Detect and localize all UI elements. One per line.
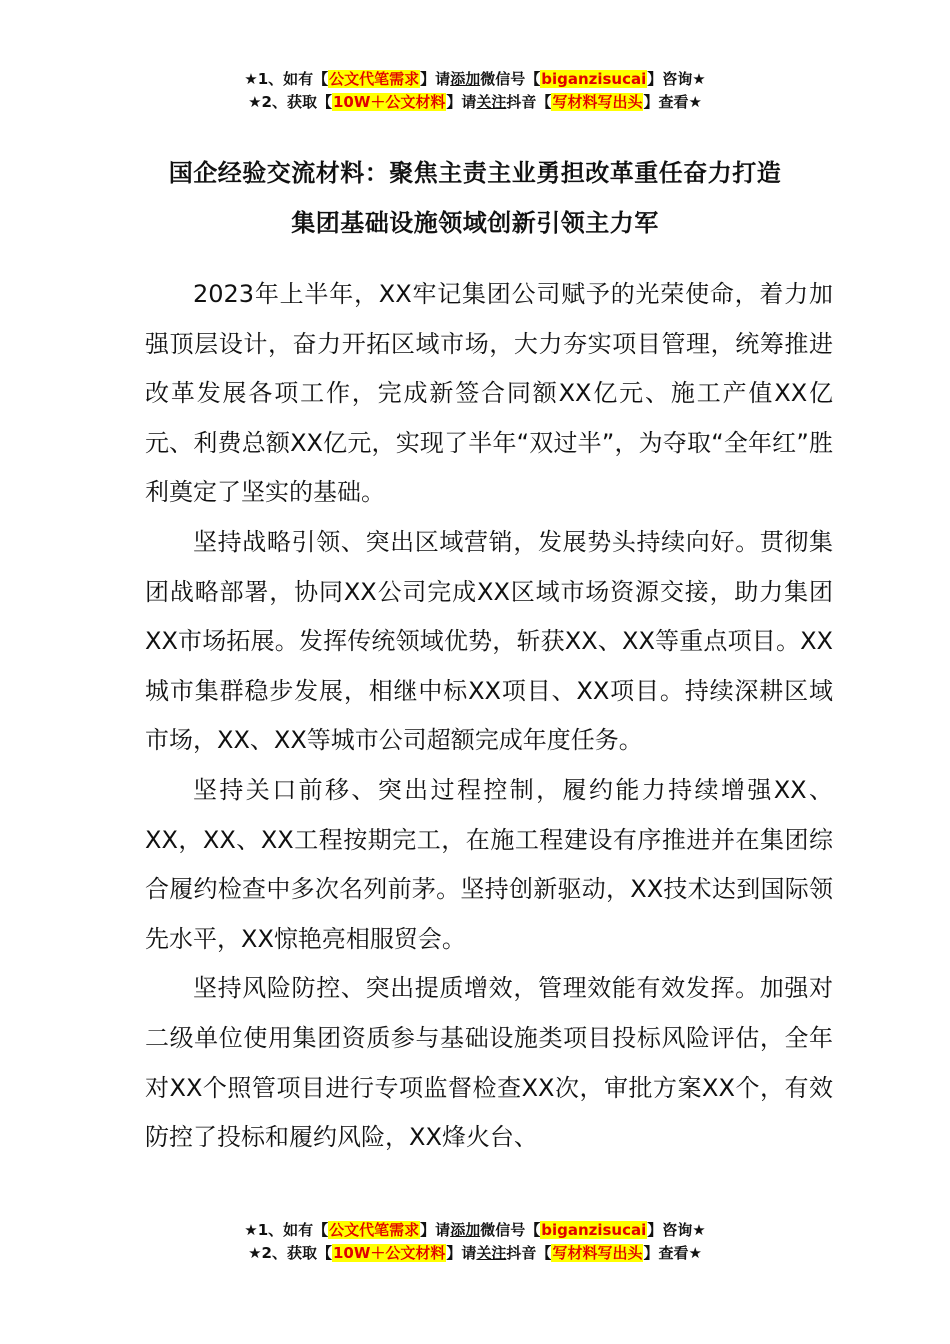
banner-text: ★1、如有【 [244, 70, 329, 88]
header-banner [0, 68, 950, 114]
banner-highlight-materials: 10W＋公文材料 [332, 93, 446, 111]
banner-highlight-service: 公文代笔需求 [329, 1221, 420, 1239]
paragraph-control: 坚持关口前移、突出过程控制，履约能力持续增强XX、XX，XX、XX工程按期完工，在施工程建设有序推进并在集团综合履约检查中多次名列前茅。坚持创新驱动，XX技术达到国际领先水平，XX惊艳亮相服贸会。 [145, 775, 833, 953]
banner-text: 】请 [420, 1221, 451, 1239]
banner-underline-text: 添加 [450, 1221, 481, 1239]
banner-text: 】请 [446, 93, 477, 111]
banner-text: 】请 [420, 70, 451, 88]
banner-text: 】咨询★ [647, 1221, 706, 1239]
paragraph-risk: 坚持风险防控、突出提质增效，管理效能有效发挥。加强对二级单位使用集团资质参与基础设施类项目投标风险评估，全年对XX个照管项目进行专项监督检查XX次，审批方案XX个，有效防控了投标和履约风险，XX烽火台、 [145, 974, 833, 1152]
banner-highlight-wechat-id: biganzisucai [541, 70, 647, 88]
banner-highlight-service: 公文代笔需求 [329, 70, 420, 88]
banner-highlight-materials: 10W＋公文材料 [332, 1244, 446, 1262]
banner-highlight-wechat-id: biganzisucai [541, 1221, 647, 1239]
banner-text: ★2、获取【 [248, 93, 332, 111]
banner-line-1 [0, 1219, 950, 1242]
banner-underline-text: 添加 [450, 70, 481, 88]
banner-text: 】查看★ [643, 93, 702, 111]
banner-line-2 [0, 1242, 950, 1265]
banner-underline-text: 关注 [476, 93, 507, 111]
banner-text: 】请 [446, 1244, 477, 1262]
paragraph-strategy: 坚持战略引领、突出区域营销，发展势头持续向好。贯彻集团战略部署，协同XX公司完成XX区域市场资源交接，助力集团XX市场拓展。发挥传统领域优势，斩获XX、XX等重点项目。XX城市集群稳步发展，相继中标XX项目、XX项目。持续深耕区域市场，XX、XX等城市公司超额完成年度任务。 [145, 527, 833, 755]
banner-text: 】咨询★ [647, 70, 706, 88]
banner-underline-text: 关注 [476, 1244, 507, 1262]
banner-text: 微信号【 [480, 70, 541, 88]
banner-text: ★1、如有【 [244, 1221, 329, 1239]
banner-text: 微信号【 [480, 1221, 541, 1239]
title-line-1: 国企经验交流材料：聚焦主责主业勇担改革重任奋力打造 [168, 159, 782, 187]
footer-banner [0, 1219, 950, 1265]
banner-line-1 [0, 68, 950, 91]
document-body [145, 270, 833, 1163]
banner-text: 】查看★ [643, 1244, 702, 1262]
banner-line-2 [0, 91, 950, 114]
banner-highlight-douyin: 写材料写出头 [552, 93, 643, 111]
title-line-2: 集团基础设施领域创新引领主力军 [291, 209, 659, 237]
banner-highlight-douyin: 写材料写出头 [552, 1244, 643, 1262]
banner-text: 抖音【 [506, 93, 552, 111]
banner-text: 抖音【 [506, 1244, 552, 1262]
document-title [0, 148, 950, 248]
banner-text: ★2、获取【 [248, 1244, 332, 1262]
paragraph-intro: 2023年上半年，XX牢记集团公司赋予的光荣使命，着力加强顶层设计，奋力开拓区域市场，大力夯实项目管理，统筹推进改革发展各项工作，完成新签合同额XX亿元、施工产值XX亿元、利费总额XX亿元，实现了半年“双过半”，为夺取“全年红”胜利奠定了坚实的基础。 [145, 280, 833, 507]
